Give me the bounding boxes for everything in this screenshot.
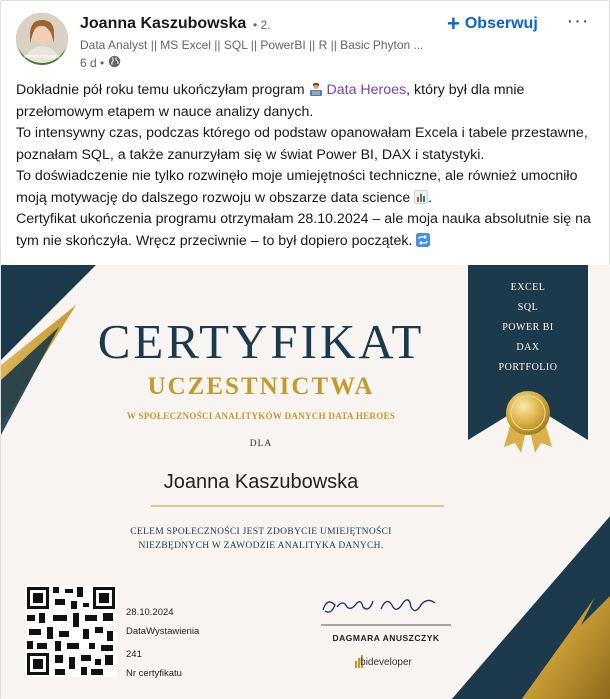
ribbon-skill-powerbi: POWER BI	[502, 322, 554, 333]
more-options-button[interactable]: ···	[566, 10, 590, 32]
certificate-for-label: DLA	[249, 439, 273, 449]
certificate-number-label: Nr certyfikatu	[126, 668, 182, 679]
post-time: 6 d •	[80, 56, 105, 70]
technologist-emoji-icon	[309, 80, 323, 102]
post-paragraph-4: Certyfikat ukończenia programu otrzymałam 28.10.2024 – ale moja nauka absolutnie się na tym nie skończyła. Wręcz przeciwnie – to był dopiero początek.	[16, 209, 601, 252]
certificate-recipient: Joanna Kaszubowska	[163, 471, 359, 493]
bar-chart-emoji-icon	[414, 188, 428, 210]
certificate-image[interactable]	[1, 265, 610, 699]
post-header	[1, 1, 610, 77]
certificate-date-label: DataWystawienia	[126, 626, 200, 637]
avatar-photo	[16, 13, 68, 65]
post-paragraph-3: To doświadczenie nie tylko rozwinęło moje umiejętności techniczne, ale również umocniło moją motywację do dalszego rozwoju w obszarze data science .	[16, 166, 601, 209]
certificate-goal: CELEM SPOŁECZNOŚCI JEST ZDOBYCIE UMIEJĘTNOŚCI NIEZBĘDNYCH W ZAWODZIE ANALITYKA DANYCH.	[130, 527, 392, 551]
author-name[interactable]: Joanna Kaszubowska	[80, 15, 247, 32]
post-meta	[80, 55, 121, 71]
opentowork-badge: #OPENTOWORK	[24, 54, 60, 59]
connection-degree: • 2.	[253, 18, 271, 32]
certificate-subtitle: UCZESTNICTWA	[147, 373, 375, 400]
ribbon-skill-dax: DAX	[516, 342, 540, 353]
certificate-brand: bideveloper	[360, 657, 412, 668]
certificate-signer: DAGMARA ANUSZCZYK	[332, 633, 440, 643]
plus-icon: +	[447, 11, 460, 36]
certificate-community: W SPOŁECZNOŚCI ANALITYKÓW DANYCH DATA HEROES	[126, 411, 396, 421]
repeat-emoji-icon	[416, 231, 430, 253]
post-paragraph-2: To intensywny czas, podczas którego od podstaw opanowałam Excela i tabele przestawne, poznałam SQL, a także zanurzyłam się w świat Power BI, DAX i statystyki.	[16, 125, 588, 163]
qr-code	[25, 585, 117, 677]
post-text	[16, 80, 601, 252]
ribbon-skill-excel: EXCEL	[510, 282, 546, 293]
follow-button[interactable]	[447, 12, 538, 36]
certificate-number: 241	[126, 649, 142, 660]
post-paragraph-1: Dokładnie pół roku temu ukończyłam program Data Heroes, który był dla mnie przełomowym etapem w nauce analizy danych.	[16, 82, 525, 120]
author-headline: Data Analyst || MS Excel || SQL || PowerBI || R || Basic Phyton ...	[80, 38, 424, 52]
globe-icon	[108, 55, 121, 71]
certificate-date: 28.10.2024	[126, 607, 174, 618]
certificate-title: CERTYFIKAT	[97, 314, 425, 369]
hashtag-link[interactable]: Data Heroes	[326, 82, 407, 98]
ribbon-skill-sql: SQL	[517, 302, 539, 313]
follow-label: Obserwuj	[464, 15, 538, 32]
gold-medal	[506, 391, 550, 435]
ribbon-skill-portfolio: PORTFOLIO	[498, 362, 558, 373]
author-avatar[interactable]	[16, 13, 68, 65]
